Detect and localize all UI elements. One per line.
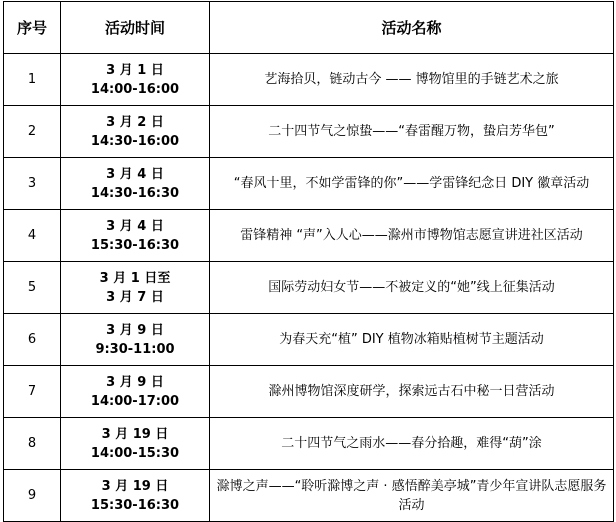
table-row (4, 418, 614, 470)
table-row (4, 54, 614, 106)
activity-date: 3 月 4 日 (106, 166, 164, 182)
row-number: 7 (4, 366, 61, 418)
activity-time-cell (61, 158, 210, 210)
table-row (4, 106, 614, 158)
activity-time-cell (61, 54, 210, 106)
activity-time-cell (61, 262, 210, 314)
activity-time: 15:30-16:30 (90, 497, 180, 513)
row-number: 2 (4, 106, 61, 158)
activity-schedule-table (3, 1, 614, 522)
activity-date: 3 月 19 日 (101, 478, 169, 494)
activity-date: 3 月 19 日 (101, 426, 169, 442)
activity-time-cell (61, 470, 210, 522)
table-row (4, 262, 614, 314)
activity-time-cell (61, 106, 210, 158)
activity-time: 14:00-17:00 (90, 393, 180, 409)
row-number: 5 (4, 262, 61, 314)
table-row (4, 210, 614, 262)
activity-name: “春风十里，不如学雷锋的你”——学雷锋纪念日 DIY 徽章活动 (210, 158, 614, 210)
activity-time: 9:30-11:00 (95, 341, 175, 357)
activity-time: 14:30-16:00 (90, 133, 180, 149)
activity-time: 14:00-16:00 (90, 81, 180, 97)
activity-date: 3 月 1 日至 (99, 270, 171, 286)
activity-time: 14:30-16:30 (90, 185, 180, 201)
activity-date: 3 月 2 日 (106, 114, 164, 130)
activity-name: 艺海拾贝，链动古今 —— 博物馆里的手链艺术之旅 (210, 54, 614, 106)
table-row (4, 366, 614, 418)
activity-date: 3 月 9 日 (106, 322, 164, 338)
row-number: 6 (4, 314, 61, 366)
activity-time-cell (61, 366, 210, 418)
header-name: 活动名称 (210, 2, 614, 54)
row-number: 8 (4, 418, 61, 470)
activity-name: 二十四节气之雨水——春分拾趣，难得“葫”涂 (210, 418, 614, 470)
row-number: 1 (4, 54, 61, 106)
activity-time-cell (61, 210, 210, 262)
header-time: 活动时间 (61, 2, 210, 54)
row-number: 3 (4, 158, 61, 210)
table-row (4, 470, 614, 522)
activity-time: 3 月 7 日 (106, 289, 164, 305)
activity-date: 3 月 1 日 (106, 62, 164, 78)
activity-time-cell (61, 314, 210, 366)
activity-date: 3 月 4 日 (106, 218, 164, 234)
table-row (4, 158, 614, 210)
row-number: 4 (4, 210, 61, 262)
activity-name: 国际劳动妇女节——不被定义的“她”线上征集活动 (210, 262, 614, 314)
row-number: 9 (4, 470, 61, 522)
activity-time: 15:30-16:30 (90, 237, 180, 253)
table-header-row (4, 2, 614, 54)
activity-time-cell (61, 418, 210, 470)
activity-time: 14:00-15:30 (90, 445, 180, 461)
activity-name: 雷锋精神 “声”入人心——滁州市博物馆志愿宣讲进社区活动 (210, 210, 614, 262)
activity-date: 3 月 9 日 (106, 374, 164, 390)
table-row (4, 314, 614, 366)
activity-name: 为春天充“植” DIY 植物冰箱贴植树节主题活动 (210, 314, 614, 366)
activity-name: 滁州博物馆深度研学，探索远古石中秘一日营活动 (210, 366, 614, 418)
activity-name: 滁博之声——“聆听滁博之声 · 感悟醉美亭城”青少年宣讲队志愿服务活动 (210, 470, 614, 522)
header-no: 序号 (4, 2, 61, 54)
activity-name: 二十四节气之惊蛰——“春雷醒万物，蛰启芳华包” (210, 106, 614, 158)
